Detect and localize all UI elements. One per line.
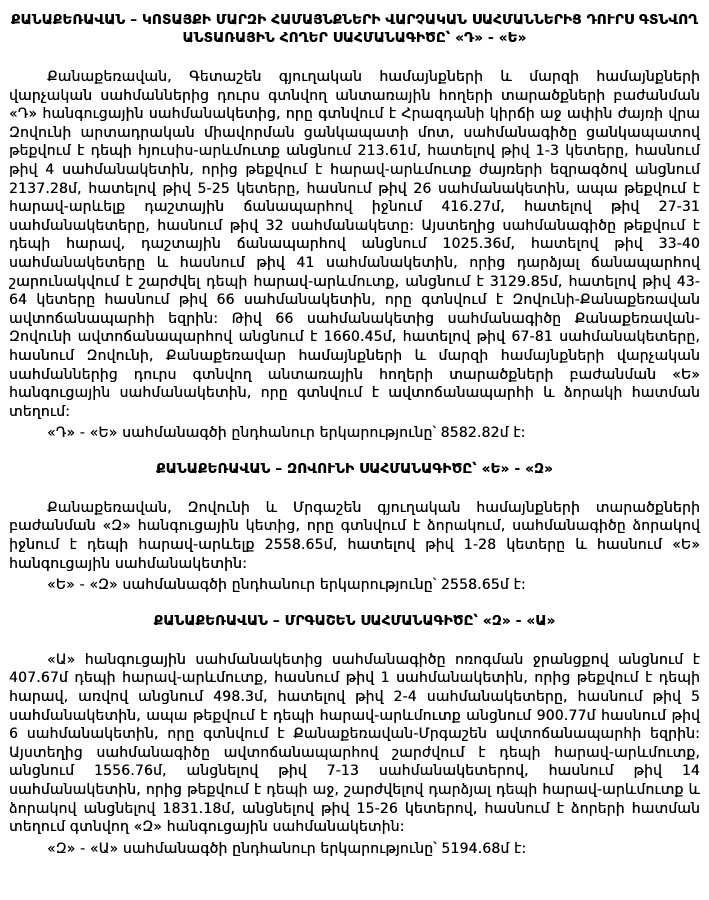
boundary-length-summary-e-z: «Ե» - «Զ» սահմանագծի ընդհանուր երկարությունը՝ 2558.65մ է: bbox=[47, 577, 526, 594]
document-title: ՔԱՆԱՔԵՌԱՎԱՆ – ԿՈՏԱՅՔԻ ՄԱՐԶԻ ՀԱՄԱՅՆՔՆԵՐԻ ՎԱՐՉԱԿԱՆ ՍԱՀՄԱՆՆԵՐԻՑ ԴՈՒՐՍ ԳՏՆՎՈՂ ԱՆՏԱՌԱՅԻՆ ՀՈՂԵՐ ՍԱՀՄԱՆԱԳԻԾԸ՝ «Դ» - «Ե» bbox=[10, 12, 699, 46]
section-heading-e-z: ՔԱՆԱՔԵՌԱՎԱՆ – ԶՈՎՈՒՆԻ ՍԱՀՄԱՆԱԳԻԾԸ՝ «Ե» - «Զ» bbox=[156, 460, 553, 477]
section-heading-z-a: ՔԱՆԱՔԵՌԱՎԱՆ – ՄՐԳԱՇԵՆ ՍԱՀՄԱՆԱԳԻԾԸ՝ «Զ» - «Ա» bbox=[153, 612, 556, 629]
boundary-description-d-e: Քանաքեռավան, Գետաշեն գյուղական համայնքների և մարզի համայնքների վարչական սահմաններից դուրս գտնվող անտառային հողերի տարածքների բաժանման «Դ» հանգուցային սահմանակետից, որը գտնվում է Հրազդանի կիրճի աջ ափին ժայռի վրա Զովունի արտադրական միավորման ցանկապատի մոտ, սահմանագիծը ցանկապատով թեքվում է դեպի հյուսիս-արևմուտք անցնում 213.61մ, հատելով թիվ 1-3 կետերը, հասնում թիվ 4 սահմանակետին, որից թեքվում է հարավ-արևմուտք ժայռերի եզրագծով անցնում 2137.28մ, հատելով թիվ 5-25 կետերը, հասնում թիվ 26 սահմանակետին, ապա թեքվում է հարավ-արևելք դաշտային ճանապարհով իջնում 416.27մ, հատելով թիվ 27-31 սահմանակետերը, հասնում թիվ 32 սահմանակետը: Այստեղից սահմանագիծը թեքվում է դեպի հարավ, դաշտային ճանապարհով անցնում 1025.36մ, հատելով թիվ 33-40 սահմանակետերը և հասնում թիվ 41 սահմանակետին, որից դարձյալ ճանապարհով շարունակվում է շարժվել դեպի հարավ-արևմուտք, անցնում է 3129.85մ, հատելով թիվ 43-64 կետերը հասնում թիվ 66 սահմանակետին, որը գտնվում է Զովունի-Քանաքեռավան ավտոճանապարհի եզրին: Թիվ 66 սահմանակետից սահմանագիծը Քանաքեռավան-Զովունի ավտոճանապարհով անցնում է 1660.45մ, հատելով թիվ 67-81 սահմանակետերը, հասնում Զովունի, Քանաքեռավար համայնքների և մարզի համայնքների վարչական սահմաններից դուրս գտնվող անտառային հողերի տարածքների բաժանման «Ե» հանգուցային սահմանակետին, որը գտնվում է ավտոճանապարհի և ձորակի հատման տեղում: bbox=[9, 69, 700, 420]
boundary-description-e-z: Քանաքեռավան, Զովունի և Մրգաշեն գյուղական համայնքների տարածքների բաժանման «Զ» հանգուցային կետից, որը գտնվում է ձորակում, սահմանագիծը ձորակով իջնում է դեպի հարավ-արևելք 2558.65մ, հատելով թիվ 1-28 կետերը և հասնում «Ե» հանգուցային սահմանակետին: bbox=[9, 499, 700, 572]
boundary-length-summary-d-e: «Դ» - «Ե» սահմանագծի ընդհանուր երկարությունը՝ 8582.82մ է: bbox=[47, 425, 526, 442]
boundary-length-summary-z-a: «Զ» - «Ա» սահմանագծի ընդհանուր երկարությունը՝ 5194.68մ է: bbox=[47, 840, 527, 857]
boundary-description-z-a: «Ա» հանգուցային սահմանակետից սահմանագիծը ոռոգման ջրանցքով անցնում է 407.67մ դեպի հարավ-արևմուտք, հասնում թիվ 1 սահմանակետին, որից թեքվում է դեպի հարավ, առվով անցնում 498.3մ, հատելով թիվ 2-4 սահմանակետերը, հասնում թիվ 5 սահմանակետին, ապա թեքվում է դեպի հարավ-արևմուտք անցնում 900.77մ հասնում թիվ 6 սահմանակետին, որը գտնվում է Քանաքեռավան-Մրգաշեն ավտոճանապարհի եզրին: Այստեղից սահմանագիծը ավտոճանապարհով շարժվում է դեպի հարավ-արևմուտք, անցնում 1556.76մ, անցնելով թիվ 7-13 սահմանակետերով, հասնում թիվ 14 սահմանակետին, որից թեքվում է դեպի աջ, շարժվելով դարձյալ դեպի հարավ-արևմուտք և ձորակով անցնելով 1831.18մ, անցնելով թիվ 15-26 կետերով, հասնում է ձորերի հատման տեղում գտնվող «Զ» հանգուցային սահմանակետին: bbox=[9, 651, 700, 836]
